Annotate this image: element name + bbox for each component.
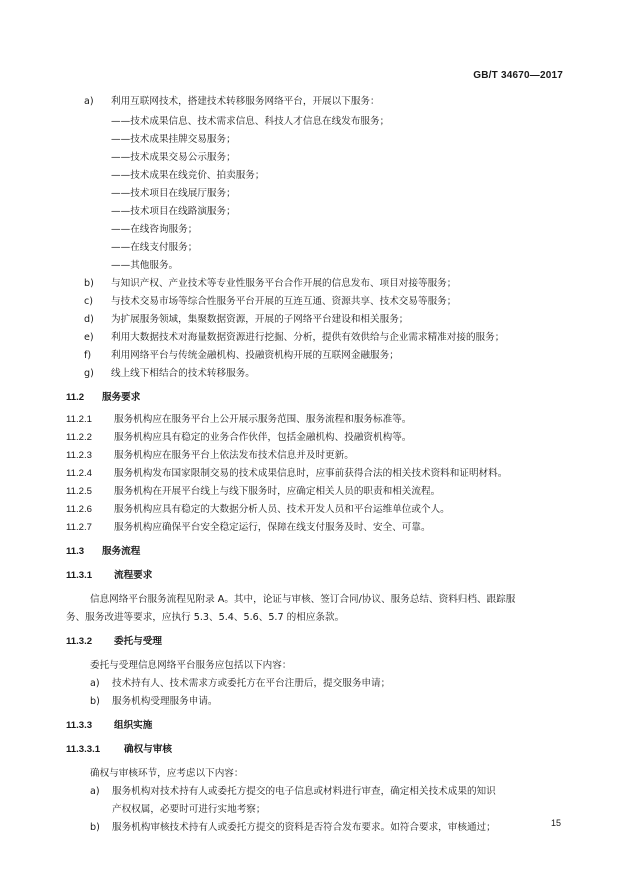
list-text-continuation: 产权权属，必要时可进行实地考察； bbox=[112, 804, 266, 815]
clause-number: 11.2.4 bbox=[66, 468, 92, 479]
paragraph-line: 委托与受理信息网络平台服务应包括以下内容： bbox=[90, 660, 292, 671]
paragraph-line: 务、服务改进等要求，应执行 5.3、5.4、5.6、5.7 的相应条款。 bbox=[66, 612, 345, 623]
clause-number: 11.2.7 bbox=[66, 522, 92, 533]
clause-number: 11.2.2 bbox=[66, 432, 92, 443]
list-text: 利用大数据技术对海量数据资源进行挖掘、分析，提供有效供给与企业需求精准对接的服务； bbox=[111, 332, 505, 343]
section-number: 11.3.3 bbox=[66, 720, 93, 731]
list-marker: e) bbox=[84, 332, 94, 343]
section-title: 确权与审核 bbox=[124, 744, 172, 755]
paragraph-line: 确权与审核环节，应考虑以下内容： bbox=[90, 768, 244, 779]
section-number: 11.3 bbox=[66, 546, 85, 557]
clause-text: 服务机构发布国家限制交易的技术成果信息时，应事前获得合法的相关技术资料和证明材料。 bbox=[114, 468, 508, 479]
list-marker: a) bbox=[90, 678, 100, 689]
clause-text: 服务机构应在服务平台上依法发布技术信息并及时更新。 bbox=[114, 450, 354, 461]
clause-number: 11.2.6 bbox=[66, 504, 92, 515]
paragraph-line: 信息网络平台服务流程见附录 A。其中，论证与审核、签订合同/协议、服务总结、资料归档、跟踪服 bbox=[90, 594, 516, 605]
list-text: 利用网络平台与传统金融机构、投融资机构开展的互联网金融服务； bbox=[111, 350, 399, 361]
sub-item: ——技术成果在线竞价、拍卖服务； bbox=[111, 170, 265, 181]
section-number: 11.3.3.1 bbox=[66, 744, 101, 755]
section-title: 流程要求 bbox=[114, 570, 153, 581]
sub-item: ——在线咨询服务； bbox=[111, 224, 198, 235]
list-text: 服务机构对技术持有人或委托方提交的电子信息或材料进行审查，确定相关技术成果的知识 bbox=[112, 786, 496, 797]
list-text: 与知识产权、产业技术等专业性服务平台合作开展的信息发布、项目对接等服务； bbox=[111, 278, 457, 289]
sub-item: ——技术成果挂牌交易服务； bbox=[111, 134, 236, 145]
list-text: 与技术交易市场等综合性服务平台开展的互连互通、资源共享、技术交易等服务； bbox=[111, 296, 457, 307]
section-title: 服务流程 bbox=[102, 546, 141, 557]
list-text: 为扩展服务领域，集聚数据资源，开展的子网络平台建设和相关服务； bbox=[111, 314, 409, 325]
list-text: 技术持有人、技术需求方或委托方在平台注册后，提交服务申请； bbox=[112, 678, 391, 689]
clause-number: 11.2.3 bbox=[66, 450, 92, 461]
section-number: 11.3.1 bbox=[66, 570, 93, 581]
sub-item: ——其他服务。 bbox=[111, 260, 179, 271]
list-marker: d) bbox=[84, 314, 94, 325]
list-marker: b) bbox=[90, 822, 100, 833]
clause-number: 11.2.5 bbox=[66, 486, 92, 497]
page-number: 15 bbox=[550, 818, 561, 828]
clause-number: 11.2.1 bbox=[66, 414, 92, 425]
list-text: 线上线下相结合的技术转移服务。 bbox=[111, 368, 255, 379]
list-marker: b) bbox=[90, 696, 100, 707]
clause-text: 服务机构应具有稳定的业务合作伙伴，包括金融机构、投融资机构等。 bbox=[114, 432, 412, 443]
sub-item: ——技术项目在线展厅服务； bbox=[111, 188, 236, 199]
standard-code: GB/T 34670—2017 bbox=[473, 70, 563, 81]
section-title: 组织实施 bbox=[114, 720, 153, 731]
sub-item: ——技术项目在线路演服务； bbox=[111, 206, 236, 217]
list-marker: a) bbox=[90, 786, 100, 797]
list-marker: g) bbox=[84, 368, 94, 379]
list-marker: b) bbox=[84, 278, 94, 289]
section-title: 服务要求 bbox=[102, 392, 141, 403]
list-text: 服务机构审核技术持有人或委托方提交的资料是否符合发布要求。如符合要求，审核通过； bbox=[112, 822, 496, 833]
list-text: 服务机构受理服务申请。 bbox=[112, 696, 218, 707]
list-marker: f) bbox=[84, 350, 92, 361]
section-number: 11.3.2 bbox=[66, 636, 93, 647]
clause-text: 服务机构应具有稳定的大数据分析人员、技术开发人员和平台运维单位或个人。 bbox=[114, 504, 450, 515]
section-number: 11.2 bbox=[66, 392, 85, 403]
sub-item: ——技术成果交易公示服务； bbox=[111, 152, 236, 163]
clause-text: 服务机构应在服务平台上公开展示服务范围、服务流程和服务标准等。 bbox=[114, 414, 412, 425]
clause-text: 服务机构应确保平台安全稳定运行，保障在线支付服务及时、安全、可靠。 bbox=[114, 522, 431, 533]
clause-text: 服务机构在开展平台线上与线下服务时，应确定相关人员的职责和相关流程。 bbox=[114, 486, 441, 497]
sub-item: ——在线支付服务； bbox=[111, 242, 198, 253]
section-title: 委托与受理 bbox=[114, 636, 162, 647]
list-marker: a) bbox=[84, 96, 94, 107]
list-text: 利用互联网技术，搭建技术转移服务网络平台，开展以下服务： bbox=[111, 96, 380, 107]
sub-item: ——技术成果信息、技术需求信息、科技人才信息在线发布服务； bbox=[111, 116, 390, 127]
list-marker: c) bbox=[84, 296, 94, 307]
